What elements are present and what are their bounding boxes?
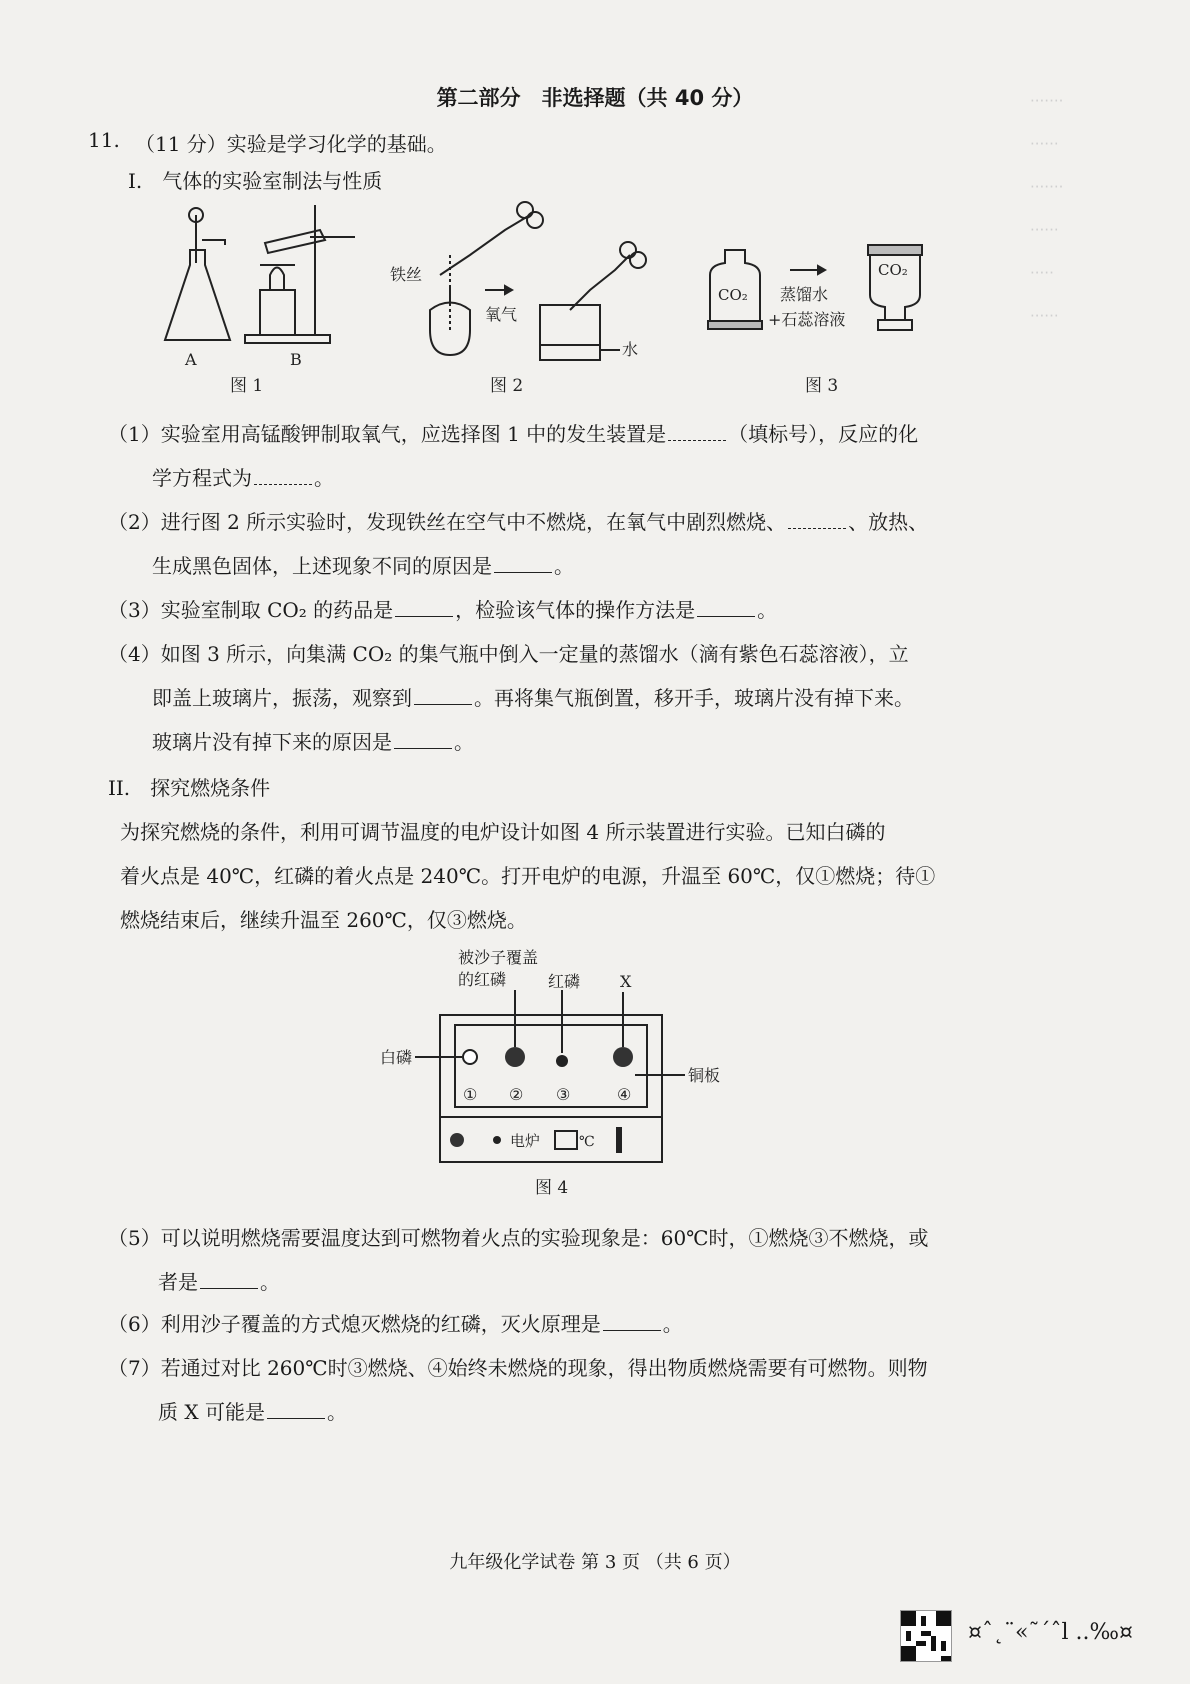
q1-blank-device[interactable] (668, 422, 726, 441)
fig3-water: 蒸馏水 (780, 285, 829, 304)
part2-line3: 燃烧结束后，继续升温至 260℃，仅③燃烧。 (120, 908, 527, 932)
fig1-apparatus-b (245, 205, 355, 343)
q5-line1: （5）可以说明燃烧需要温度达到可燃物着火点的实验现象是：60℃时，①燃烧③不燃烧，或 (108, 1226, 929, 1250)
q3-line: （3）实验室制取 CO₂ 的药品是 ，检验该气体的操作方法是 。 (108, 598, 778, 622)
fig3-co2-left: CO₂ (718, 286, 748, 304)
fig4-label-x: X (620, 972, 632, 991)
fig2-apparatus (430, 202, 646, 360)
fig1-label-b: B (290, 350, 302, 369)
fig4-label-unit: ℃ (579, 1134, 595, 1150)
q1-line1: （1）实验室用高锰酸钾制取氧气，应选择图 1 中的发生装置是 （填标号），反应的化 (108, 422, 919, 446)
fig2-label-iron: 铁丝 (390, 265, 423, 284)
fig4-covered-red-phosphorus (505, 1047, 525, 1067)
bleed-through-text: ‧‧‧‧‧‧‧ ‧‧‧‧‧‧ ‧‧‧‧‧‧‧ ‧‧‧‧‧‧ ‧‧‧‧‧ ‧‧‧‧‧‧ (1030, 92, 1064, 325)
fig4-label-covered-1: 被沙子覆盖 (458, 948, 539, 967)
fig4-furnace-knob (450, 1133, 464, 1147)
fig2-label-water: 水 (622, 340, 639, 359)
q3-blank-method[interactable] (697, 598, 755, 617)
fig2-label-oxygen: 氧气 (485, 305, 518, 324)
fig4-num-4: ④ (617, 1085, 632, 1104)
fig4-red-phosphorus (556, 1055, 568, 1067)
fig4-label-white: 白磷 (380, 1048, 413, 1067)
fig4-label-covered-2: 的红磷 (458, 970, 507, 989)
q1-line2: 学方程式为 。 (152, 466, 334, 490)
fig4-num-2: ② (509, 1085, 524, 1104)
fig2-caption: 图 2 (490, 376, 524, 396)
fig4-furnace-switch (616, 1127, 622, 1153)
qr-code-icon (900, 1610, 952, 1662)
garbled-watermark-text: ¤ˆ˛¨«˜´ˆl ..‰¤ (968, 1620, 1133, 1645)
q7-line2: 质 X 可能是 。 (158, 1400, 347, 1424)
q2-blank-phenomenon[interactable] (788, 510, 846, 529)
section-title: 第二部分 非选择题（共 40 分） (436, 86, 754, 110)
q2-blank-reason[interactable] (494, 554, 552, 573)
q3-blank-reagents[interactable] (395, 598, 453, 617)
q4-blank-reason[interactable] (394, 730, 452, 749)
q2-line1: （2）进行图 2 所示实验时，发现铁丝在空气中不燃烧，在氧气中剧烈燃烧、 、放热、 (108, 510, 929, 534)
part1-title: I. 气体的实验室制法与性质 (128, 169, 383, 193)
q7-blank[interactable] (267, 1400, 325, 1419)
q1-blank-equation[interactable] (254, 466, 312, 485)
fig4-num-1: ① (463, 1085, 478, 1104)
q2-line2: 生成黑色固体，上述现象不同的原因是 。 (152, 554, 574, 578)
figures-1-3 (150, 195, 1020, 400)
q4-line1: （4）如图 3 所示，向集满 CO₂ 的集气瓶中倒入一定量的蒸馏水（滴有紫色石蕊溶液），立 (108, 642, 909, 666)
q4-line2: 即盖上玻璃片，振荡，观察到 。再将集气瓶倒置，移开手，玻璃片没有掉下来。 (152, 686, 914, 710)
q5-blank[interactable] (200, 1270, 258, 1289)
fig1-apparatus-a (165, 208, 230, 340)
fig4-label-red: 红磷 (548, 972, 581, 991)
part2-line1: 为探究燃烧的条件，利用可调节温度的电炉设计如图 4 所示装置进行实验。已知白磷的 (120, 820, 886, 844)
fig3-caption: 图 3 (805, 376, 839, 396)
q4-blank-observation[interactable] (414, 686, 472, 705)
part2-line2: 着火点是 40℃，红磷的着火点是 240℃。打开电炉的电源，升温至 60℃，仅①燃烧；待① (120, 864, 936, 888)
fig4-white-phosphorus (463, 1050, 477, 1064)
q6-line: （6）利用沙子覆盖的方式熄灭燃烧的红磷，灭火原理是 。 (108, 1312, 683, 1336)
figure-4 (370, 945, 770, 1205)
fig3-litmus: +石蕊溶液 (768, 310, 846, 329)
fig4-furnace-body (440, 1117, 662, 1162)
q4-line3: 玻璃片没有掉下来的原因是 。 (152, 730, 474, 754)
page-footer: 九年级化学试卷 第 3 页 （共 6 页） (449, 1552, 741, 1573)
q7-line1: （7）若通过对比 260℃时③燃烧、④始终未燃烧的现象，得出物质燃烧需要有可燃物。则物 (108, 1356, 928, 1380)
fig4-substance-x (613, 1047, 633, 1067)
fig1-label-a: A (185, 350, 197, 369)
fig4-furnace-light (493, 1136, 501, 1144)
q5-line2: 者是 。 (158, 1270, 280, 1294)
q6-blank[interactable] (603, 1312, 661, 1331)
fig4-caption: 图 4 (535, 1178, 569, 1198)
fig4-label-furnace: 电炉 (510, 1132, 541, 1150)
question-number: 11. (88, 128, 120, 152)
part2-title: II. 探究燃烧条件 (108, 776, 271, 800)
fig3-co2-right: CO₂ (878, 261, 908, 279)
fig4-num-3: ③ (556, 1085, 571, 1104)
question-intro: （11 分）实验是学习化学的基础。 (135, 132, 447, 156)
fig1-caption: 图 1 (230, 376, 264, 396)
fig4-label-copper: 铜板 (688, 1066, 721, 1085)
